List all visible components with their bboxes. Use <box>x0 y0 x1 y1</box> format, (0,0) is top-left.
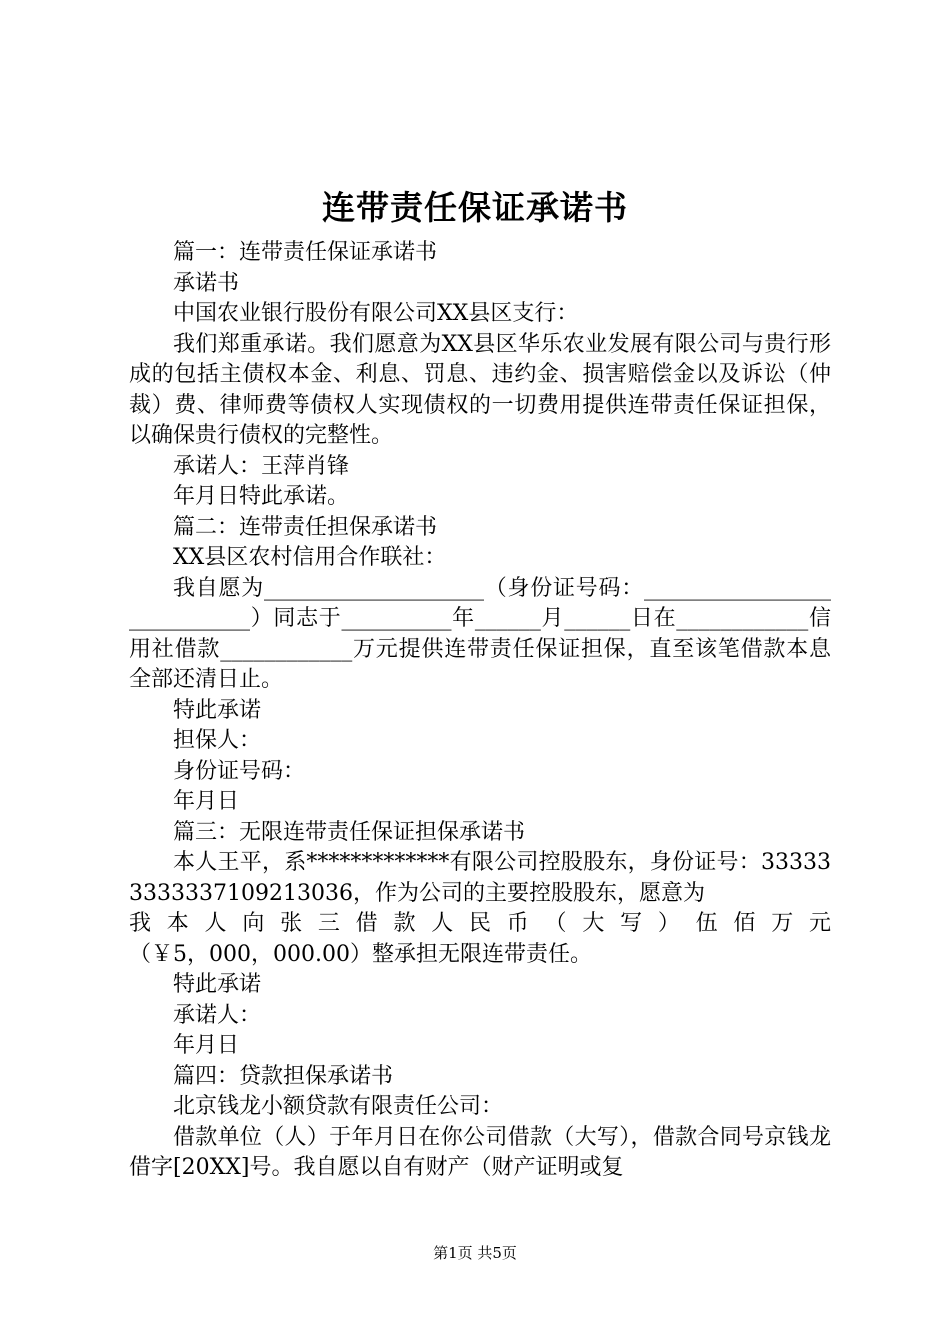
paragraph: 担保人： <box>173 728 262 753</box>
paragraph: 借款单位（人）于年月日在你公司借款（大写），借款合同号京钱龙借字[20XX]号。我自愿以自有财产（财产证明或复 <box>129 1124 831 1180</box>
paragraph: 我们郑重承诺。我们愿意为XX县区华乐农业发展有限公司与贵行形成的包括主债权本金、利息、罚息、违约金、损害赔偿金以及诉讼（仲裁）费、律师费等债权人实现债权的一切费用提供连带责任保证担保，以确保贵行债权的完整性。 <box>129 331 831 448</box>
section-heading-2: 篇二：连带责任担保承诺书 <box>173 514 438 540</box>
paragraph: 我自愿为____________________（身份证号码：____________________________）同志于__________年______月______日在____________信用社借款____________万元提供连带责任保证担保，直至该笔借款本息全部还清日止。 <box>129 575 831 692</box>
paragraph: 中国农业银行股份有限公司XX县区支行： <box>173 301 579 326</box>
paragraph: 特此承诺 <box>173 972 262 997</box>
document-body <box>129 238 831 1184</box>
section-heading-1: 篇一：连带责任保证承诺书 <box>173 240 438 265</box>
paragraph: 年月日特此承诺。 <box>173 484 350 509</box>
paragraph: 本人王平，系*************有限公司控股股东，身份证号：333333333337109213036，作为公司的主要控股股东，愿意为 <box>129 850 831 906</box>
page-footer: 第1页 共5页 <box>433 1244 517 1262</box>
section-heading-4: 篇四：贷款担保承诺书 <box>173 1063 394 1089</box>
section-heading-3: 篇三：无限连带责任保证担保承诺书 <box>173 819 526 845</box>
paragraph: 承诺书 <box>173 270 240 296</box>
paragraph: （￥5，000，000.00）整承担无限连带责任。 <box>129 941 592 967</box>
paragraph: 年月日 <box>173 1033 240 1058</box>
document-title: 连带责任保证承诺书 <box>322 188 628 227</box>
paragraph: 身份证号码： <box>173 758 306 784</box>
paragraph: XX县区农村信用合作联社： <box>173 545 447 570</box>
paragraph: 年月日 <box>173 789 240 814</box>
paragraph: 承诺人：王萍肖锋 <box>173 453 350 479</box>
paragraph: 北京钱龙小额贷款有限责任公司： <box>173 1094 504 1119</box>
paragraph: 我本人向张三借款人民币（大写）伍佰万元 <box>129 911 831 936</box>
paragraph: 特此承诺 <box>173 697 262 723</box>
paragraph: 承诺人： <box>173 1002 262 1028</box>
